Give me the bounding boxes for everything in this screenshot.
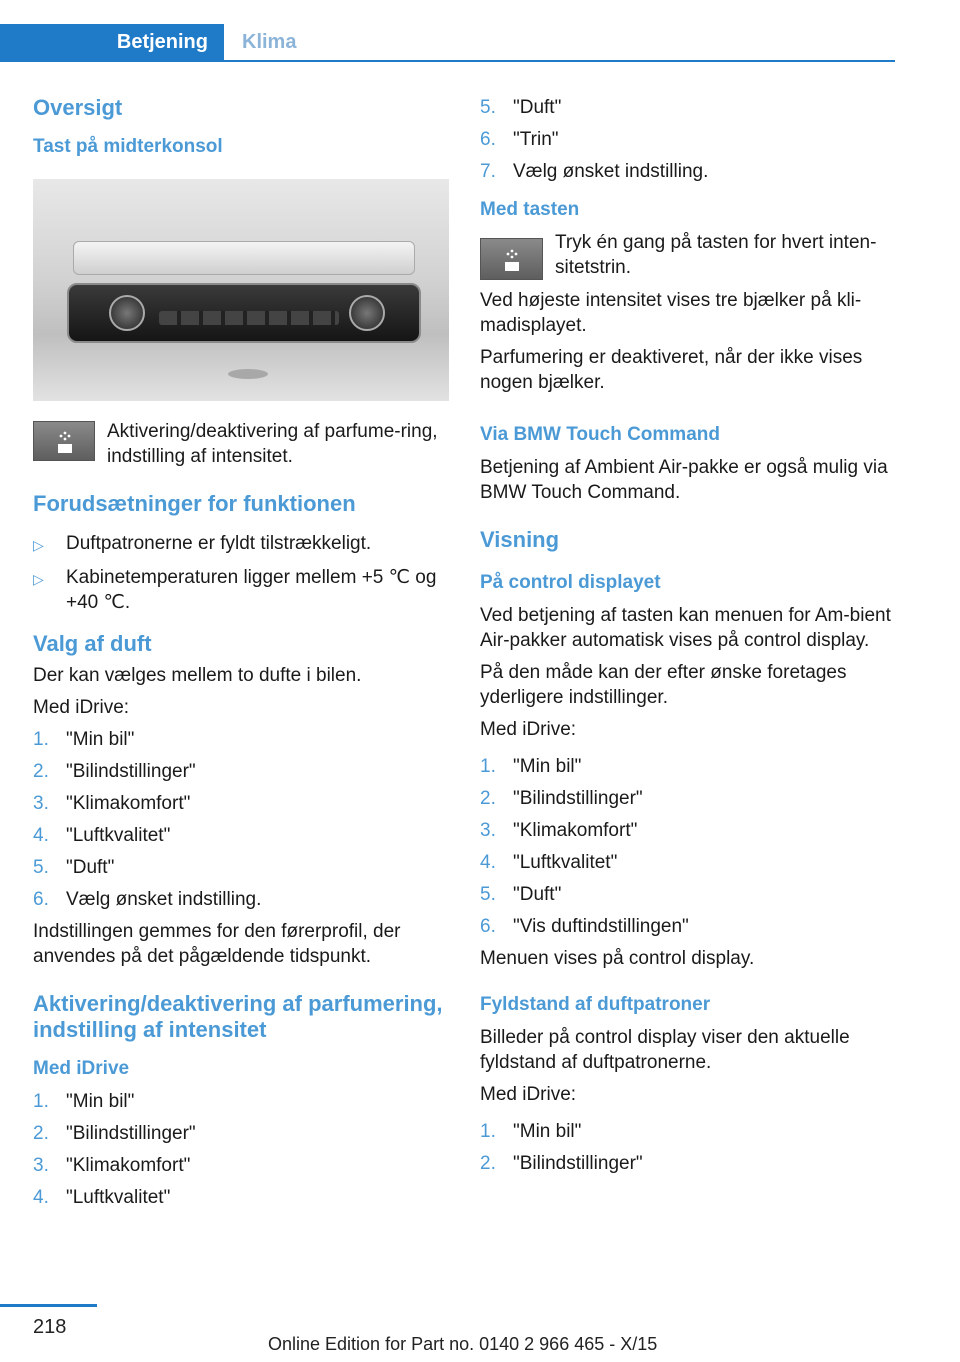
footer-divider	[0, 1304, 97, 1307]
list-item: 6. Vælg ønsket indstilling.	[33, 889, 262, 910]
key-caption-row	[33, 419, 449, 469]
page-number: 218	[33, 1316, 67, 1338]
select-note: Indstillingen gemmes for den førerprofil, der anvendes på det pågældende tidspunkt.	[33, 921, 401, 967]
key-instruction-row	[480, 230, 900, 280]
list-item: 3. "Klimakomfort"	[480, 820, 638, 841]
center-console-photo	[33, 179, 449, 401]
list-item: 6. "Vis duftindstillingen"	[480, 916, 689, 937]
left-temperature-knob	[109, 295, 145, 331]
list-item: 2. "Bilindstillinger"	[480, 1153, 643, 1174]
list-item: 4. "Luftkvalitet"	[33, 825, 171, 846]
key-caption: Aktivering/deaktivering af parfume-ring, indstilling af intensitet.	[107, 421, 438, 467]
heading-fill-level: Fyldstand af duftpatroner	[480, 994, 711, 1015]
tab-klima[interactable]: Klima	[242, 30, 297, 53]
deactivated-text: Parfumering er deaktiveret, når der ikke vises nogen bjælker.	[480, 347, 863, 393]
list-item: 4. "Luftkvalitet"	[33, 1187, 171, 1208]
heading-select-fragrance: Valg af duft	[33, 631, 152, 656]
list-item: 2. "Bilindstillinger"	[480, 788, 643, 809]
list-item: 1. "Min bil"	[33, 729, 135, 750]
list-item: 1. "Min bil"	[480, 756, 582, 777]
select-steps	[33, 727, 449, 912]
list-item: 5. "Duft"	[480, 97, 562, 118]
prerequisite-list	[33, 531, 449, 615]
list-item: 2. "Bilindstillinger"	[33, 1123, 196, 1144]
list-item: 6. "Trin"	[480, 129, 559, 150]
list-item: 5. "Duft"	[33, 857, 115, 878]
heading-activation: Aktivering/deaktivering af parfumering, indstilling af intensitet	[33, 991, 443, 1042]
heading-overview: Oversigt	[33, 95, 123, 120]
triangle-bullet-icon: ▷	[33, 537, 44, 553]
idrive-label: Med iDrive:	[33, 697, 130, 718]
touch-command-text: Betjening af Ambient Air-pakke er også mulig via BMW Touch Command.	[480, 457, 888, 503]
right-column	[480, 95, 900, 1183]
key-instruction: Tryk én gang på tasten for hvert inten-sitetstrin.	[555, 232, 877, 278]
list-item: ▷ Duftpatronerne er fyldt tilstrækkeligt.	[33, 531, 449, 558]
header-bar	[0, 24, 895, 62]
list-item: ▷ Kabinetemperaturen ligger mellem +5 ℃ og +40 ℃.	[33, 567, 437, 613]
left-column	[33, 95, 449, 1217]
control-display-text: Ved betjening af tasten kan menuen for Am-bient Air-pakker automatisk vises på control display.	[480, 605, 891, 651]
list-item: 2. "Bilindstillinger"	[33, 761, 196, 782]
control-display-text-2: På den måde kan der efter ønske foretages yderligere indstillinger.	[480, 662, 847, 708]
climate-keys	[159, 311, 339, 325]
heading-with-idrive: Med iDrive	[33, 1058, 130, 1079]
idrive-label: Med iDrive:	[480, 1084, 577, 1105]
heading-touch-command: Via BMW Touch Command	[480, 424, 720, 445]
idrive-label: Med iDrive:	[480, 719, 577, 740]
triangle-bullet-icon: ▷	[33, 571, 44, 587]
select-intro: Der kan vælges mellem to dufte i bilen.	[33, 665, 362, 686]
edition-text: Online Edition for Part no. 0140 2 966 465 - X/15	[268, 1334, 658, 1354]
console-vent	[228, 369, 268, 379]
activation-steps	[33, 1089, 449, 1210]
heading-display: Visning	[480, 527, 560, 552]
heading-with-key: Med tasten	[480, 199, 580, 220]
list-item: 7. Vælg ønsket indstilling.	[480, 161, 709, 182]
cd-slot	[73, 241, 415, 275]
heading-prerequisites: Forudsætninger for funktionen	[33, 491, 356, 516]
tab-betjening[interactable]: Betjening	[0, 24, 224, 60]
heading-key: Tast på midterkonsol	[33, 136, 223, 157]
right-temperature-knob	[349, 295, 385, 331]
list-item: 1. "Min bil"	[33, 1091, 135, 1112]
list-item: 4. "Luftkvalitet"	[480, 852, 618, 873]
fragrance-key-icon	[480, 238, 543, 280]
display-steps	[480, 754, 900, 939]
fill-level-text: Billeder på control display viser den aktuelle fyldstand af duftpatronerne.	[480, 1027, 850, 1073]
list-item: 3. "Klimakomfort"	[33, 793, 191, 814]
climate-control-panel	[67, 283, 421, 343]
header-divider	[0, 60, 895, 62]
fragrance-key-icon	[33, 421, 95, 461]
menu-shown-text: Menuen vises på control display.	[480, 948, 755, 969]
fill-steps	[480, 1119, 900, 1176]
list-item: 3. "Klimakomfort"	[33, 1155, 191, 1176]
heading-control-display: På control displayet	[480, 572, 661, 593]
activation-steps-continued	[480, 95, 900, 184]
list-item: 1. "Min bil"	[480, 1121, 582, 1142]
list-item: 5. "Duft"	[480, 884, 562, 905]
max-intensity-text: Ved højeste intensitet vises tre bjælker på kli-madisplayet.	[480, 290, 862, 336]
